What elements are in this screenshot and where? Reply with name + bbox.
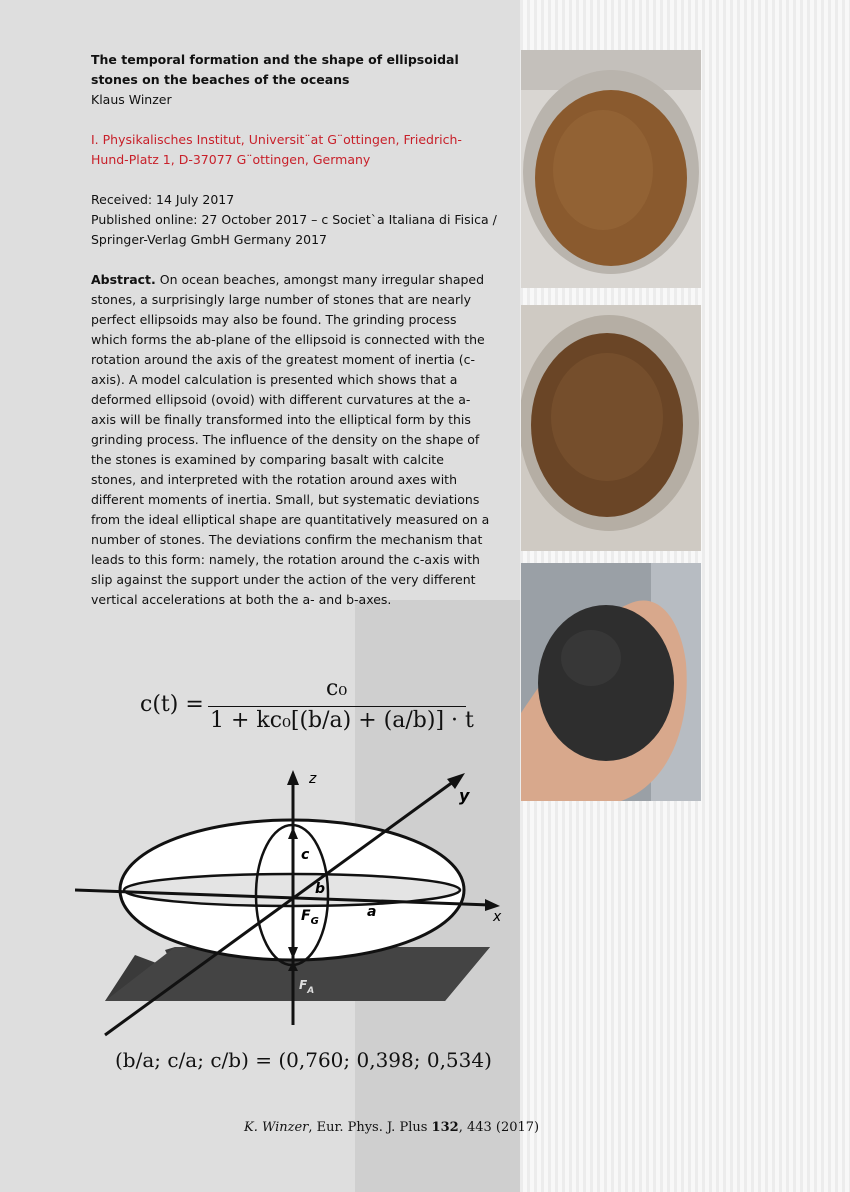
ellipsoid-diagram [75, 765, 515, 1040]
a-label: a [367, 904, 377, 920]
fg-subscript: G [310, 916, 319, 927]
citation-volume: 132 [431, 1120, 459, 1135]
received-date: Received: 14 July 2017 [91, 192, 235, 207]
x-label: x [493, 909, 502, 925]
formula-lhs: c(t) = [140, 692, 204, 717]
axis-ratio-formula: (b/a; c/a; c/b) = (0,760; 0,398; 0,534) [115, 1048, 492, 1072]
affiliation: I. Physikalisches Institut, Universit¨at G¨ottingen, Friedrich-Hund-Platz 1, D-37077 G¨ottingen, Germany [91, 132, 462, 167]
abstract-label: Abstract. [91, 272, 156, 287]
photo-fine-grounds [521, 305, 701, 551]
publication-dates [91, 190, 511, 250]
fa-letter: F [299, 978, 308, 992]
author-name: Klaus Winzer [91, 92, 172, 107]
z-label: z [309, 771, 317, 787]
b-label: b [315, 881, 326, 897]
citation-author: K. Winzer [244, 1120, 309, 1135]
photo-stone-in-hand [521, 563, 701, 801]
abstract [91, 270, 491, 610]
formula-block [140, 676, 474, 736]
abstract-text: On ocean beaches, amongst many irregular shaped stones, a surprisingly large number of stones that are nearly perfect ellipsoids may also be found. The grinding process which forms the ab-plane of the ellipsoid is connected with the rotation around the axis of the greatest moment of inertia (c-axis). A model calculation is presented which shows that a deformed ellipsoid (ovoid) with different curvatures at the a-axis will be finally transformed into the elliptical form by this grinding process. The influence of the density on the shape of the stones is examined by comparing basalt with calcite stones, and interpreted with the rotation around axes with different moments of inertia. Small, but systematic deviations from the ideal elliptical shape are quantitatively measured on a number of stones. The deviations confirm the mechanism that leads to this form: namely, the rotation around the c-axis with slip against the support under the action of the very different vertical accelerations at both the a- and b-axes. [91, 272, 490, 607]
fa-subscript: A [307, 986, 315, 996]
fg-letter: F [301, 908, 311, 924]
c-label: c [301, 847, 310, 863]
z-axis-arrow [287, 770, 299, 785]
y-label: y [459, 786, 470, 805]
paper-title: The temporal formation and the shape of ellipsoidal stones on the beaches of the oceans [91, 52, 459, 87]
published-date: Published online: 27 October 2017 – c Societ`a Italiana di Fisica / Springer-Verlag GmbH Germany 2017 [91, 212, 497, 247]
fraction-bar [208, 706, 466, 707]
formula-numerator: c₀ [326, 676, 348, 701]
photo-coarse-grounds [521, 50, 701, 288]
formula-denominator: 1 + kc₀[(b/a) + (a/b)] · t [210, 708, 474, 733]
citation-footer [244, 1120, 539, 1135]
citation-rest: , 443 (2017) [458, 1120, 540, 1135]
citation-journal: , Eur. Phys. J. Plus [308, 1120, 432, 1135]
